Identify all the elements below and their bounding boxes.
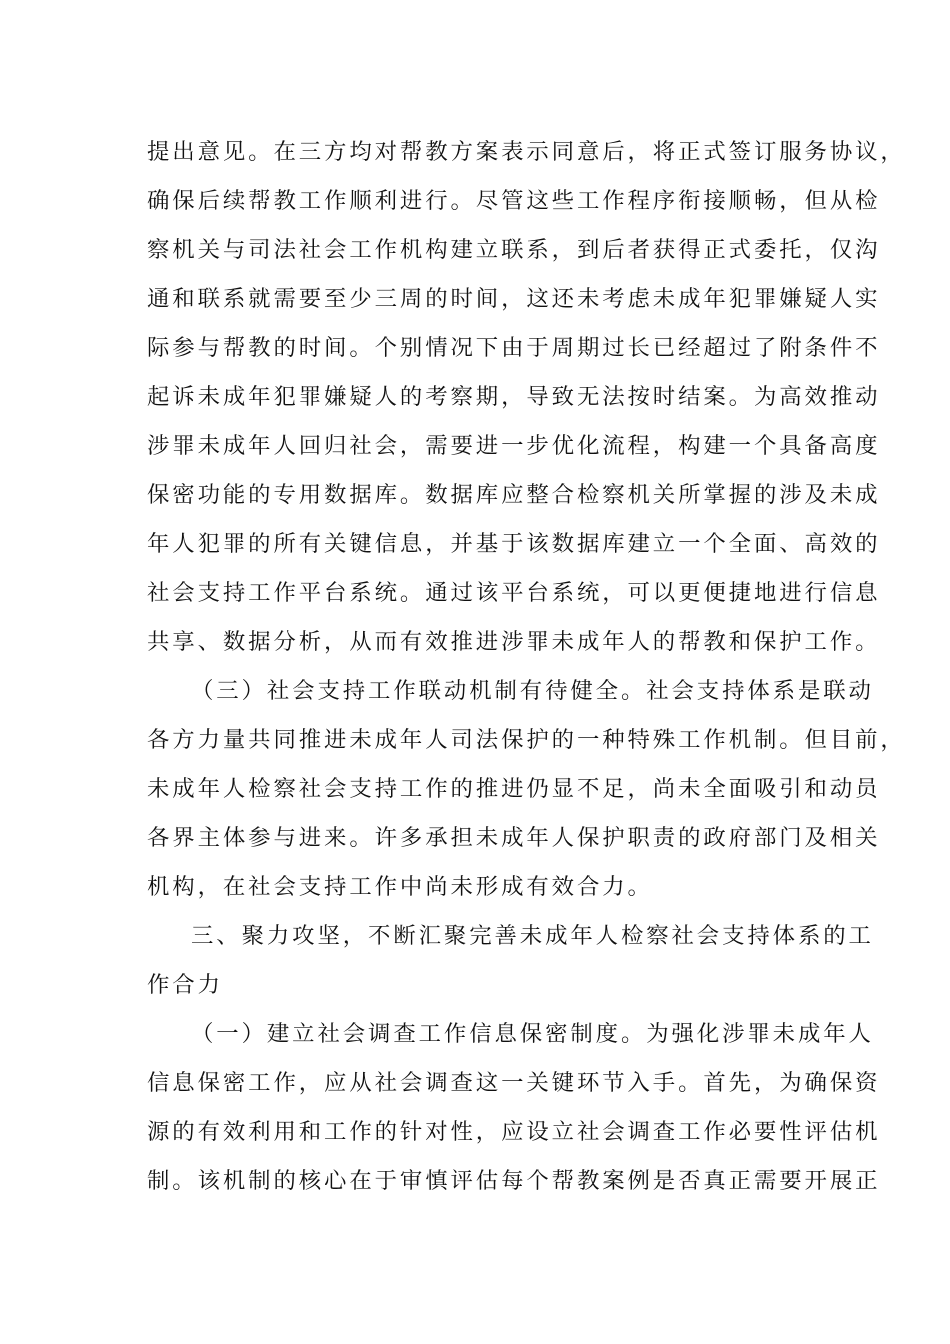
section-heading-continuation: 作合力 bbox=[147, 972, 223, 998]
text-line: 源的有效利用和工作的针对性，应设立社会调查工作必要性评估机 bbox=[147, 1119, 881, 1145]
section-heading: 三、聚力攻坚，不断汇聚完善未成年人检察社会支持体系的工 bbox=[191, 923, 874, 949]
text-line: 机构，在社会支持工作中尚未形成有效合力。 bbox=[147, 874, 653, 900]
text-line: 共享、数据分析，从而有效推进涉罪未成年人的帮教和保护工作。 bbox=[147, 629, 881, 655]
text-line: 信息保密工作，应从社会调查这一关键环节入手。首先，为确保资 bbox=[147, 1070, 881, 1096]
text-line: 年人犯罪的所有关键信息，并基于该数据库建立一个全面、高效的 bbox=[147, 531, 881, 557]
text-line: 涉罪未成年人回归社会，需要进一步优化流程，构建一个具备高度 bbox=[147, 433, 881, 459]
text-line: 提出意见。在三方均对帮教方案表示同意后，将正式签订服务协议， bbox=[147, 139, 906, 165]
text-line: 察机关与司法社会工作机构建立联系，到后者获得正式委托，仅沟 bbox=[147, 237, 881, 263]
text-line: 通和联系就需要至少三周的时间，这还未考虑未成年犯罪嫌疑人实 bbox=[147, 286, 881, 312]
text-line: 各界主体参与进来。许多承担未成年人保护职责的政府部门及相关 bbox=[147, 825, 881, 851]
text-line: 起诉未成年犯罪嫌疑人的考察期，导致无法按时结案。为高效推动 bbox=[147, 384, 881, 410]
text-line: 社会支持工作平台系统。通过该平台系统，可以更便捷地进行信息 bbox=[147, 580, 881, 606]
text-line: 际参与帮教的时间。个别情况下由于周期过长已经超过了附条件不 bbox=[147, 335, 881, 361]
text-line: 各方力量共同推进未成年人司法保护的一种特殊工作机制。但目前， bbox=[147, 727, 906, 753]
subsection-heading: （三）社会支持工作联动机制有待健全。社会支持体系是联动 bbox=[191, 678, 874, 704]
subsection-heading: （一）建立社会调查工作信息保密制度。为强化涉罪未成年人 bbox=[191, 1021, 874, 1047]
text-line: 未成年人检察社会支持工作的推进仍显不足，尚未全面吸引和动员 bbox=[147, 776, 881, 802]
text-line: 确保后续帮教工作顺利进行。尽管这些工作程序衔接顺畅，但从检 bbox=[147, 188, 881, 214]
text-line: 保密功能的专用数据库。数据库应整合检察机关所掌握的涉及未成 bbox=[147, 482, 881, 508]
text-line: 制。该机制的核心在于审慎评估每个帮教案例是否真正需要开展正 bbox=[147, 1168, 881, 1194]
